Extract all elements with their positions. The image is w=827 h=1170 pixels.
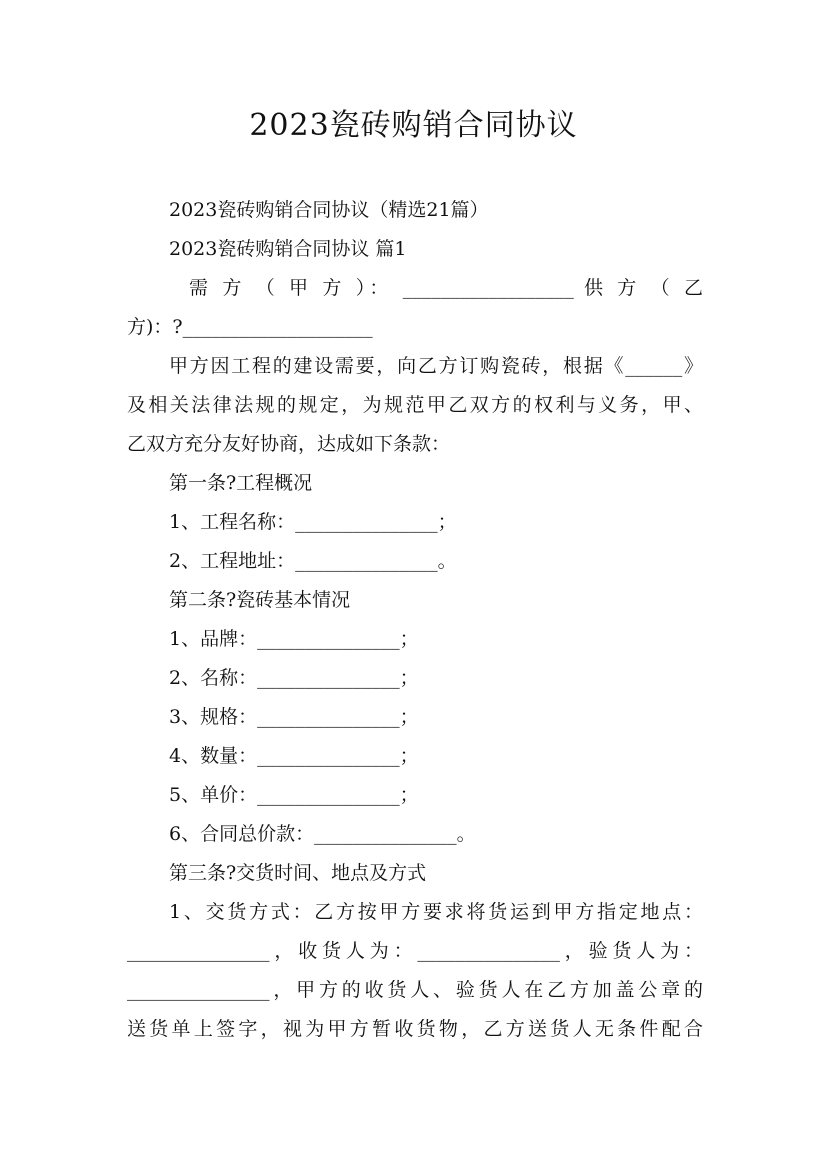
paragraph-line: 1、交货方式：乙方按甲方要求将货运到甲方指定地点： (169, 901, 703, 923)
paragraph-line: 乙双方充分友好协商，达成如下条款： (127, 433, 451, 455)
paragraph-line: _______________，收货人为：_______________，验货人为： (127, 940, 703, 962)
clause-item: 1、工程名称：_______________； (169, 511, 457, 533)
document-title: 2023瓷砖购销合同协议 (249, 108, 578, 143)
clause-item: 1、品牌：_______________； (169, 628, 419, 650)
article-heading: 第二条?瓷砖基本情况 (169, 589, 351, 611)
article-heading: 第一条?工程概况 (169, 472, 313, 494)
clause-item: 5、单价：_______________； (169, 784, 419, 806)
paragraph-line: _______________，甲方的收货人、验货人在乙方加盖公章的 (127, 979, 703, 1001)
clause-item: 4、数量：_______________； (169, 745, 419, 767)
clause-item: 6、合同总价款：_______________。 (169, 823, 476, 845)
document-subtitle: 2023瓷砖购销合同协议（精选21篇） (169, 199, 489, 221)
paragraph-line: 送货单上签字，视为甲方暂收货物，乙方送货人无条件配合 (127, 1018, 703, 1040)
paragraph-line: 及相关法律法规的规定，为规范甲乙双方的权利与义务，甲、 (127, 394, 703, 416)
paragraph-line: 甲方因工程的建设需要，向乙方订购瓷砖，根据《______》 (169, 355, 703, 377)
party-line-cont: 方)：?____________________ (127, 316, 373, 338)
clause-item: 2、工程地址：_______________。 (169, 550, 457, 572)
party-line: 需 方 （ 甲 方 ）： __________________ 供 方 （ 乙 (189, 277, 703, 299)
section-heading: 2023瓷砖购销合同协议 篇1 (169, 238, 407, 260)
article-heading: 第三条?交货时间、地点及方式 (169, 862, 427, 884)
clause-item: 2、名称：_______________； (169, 667, 419, 689)
clause-item: 3、规格：_______________； (169, 706, 419, 728)
